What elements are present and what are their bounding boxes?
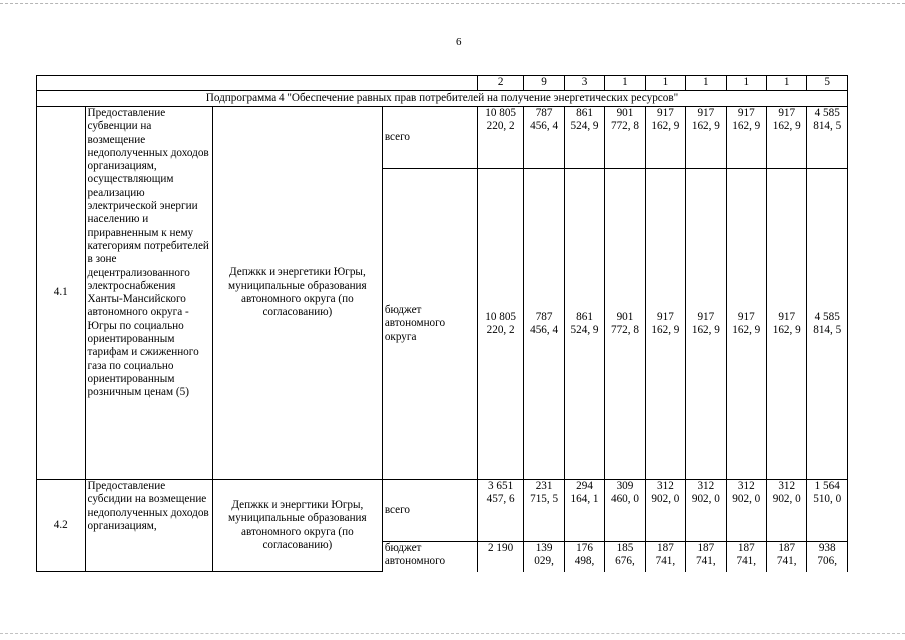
measure-name: Предоставление субвенции на возмещение недополученных доходов организациям, осуществляющим реализацию электрической энергии населению и приравненным к нему категориям потребителей в зоне децентрализованного электроснабжения Ханты-Мансийского автономного округа - Югры по социально ориентированным тарифам и сжиженного газа по социально ориентированным розничным ценам (5): [85, 107, 212, 480]
row-number: 4.2: [37, 480, 86, 572]
header-row: [37, 76, 848, 91]
subprogram-title: Подпрограмма 4 "Обеспечение равных прав потребителей на получение энергетических ресурсов": [37, 91, 848, 107]
amount-cell: 312 902, 0: [767, 480, 807, 542]
amount-cell: 861 524, 9: [564, 169, 604, 480]
amount-cell: 294 164, 1: [564, 480, 604, 542]
header-cell: 3: [564, 76, 604, 91]
amount-cell: 312 902, 0: [686, 480, 726, 542]
funding-source: всего: [382, 107, 477, 169]
header-cell: 9: [524, 76, 564, 91]
funding-source: бюджет автономного округа: [382, 169, 477, 480]
amount-cell: 187 741,: [767, 542, 807, 572]
amount-cell: 787 456, 4: [524, 107, 564, 169]
header-cell: 1: [767, 76, 807, 91]
subprogram-row: [37, 91, 848, 107]
amount-cell: 10 805 220, 2: [477, 107, 524, 169]
amount-cell: 1 564 510, 0: [807, 480, 848, 542]
amount-cell: 312 902, 0: [645, 480, 685, 542]
header-cell: 1: [605, 76, 645, 91]
amount-cell: 139 029,: [524, 542, 564, 572]
scan-edge-top: [0, 3, 905, 4]
header-cell: 2: [477, 76, 524, 91]
header-cell: 1: [645, 76, 685, 91]
amount-cell: 187 741,: [726, 542, 766, 572]
amount-cell: 10 805 220, 2: [477, 169, 524, 480]
page-number: 6: [456, 36, 462, 48]
amount-cell: 917 162, 9: [726, 107, 766, 169]
funding-source: всего: [382, 480, 477, 542]
amount-cell: 917 162, 9: [726, 169, 766, 480]
amount-cell: 901 772, 8: [605, 107, 645, 169]
measure-name: Предоставление субсидии на возмещение недополученных доходов организациям,: [85, 480, 212, 572]
amount-cell: 185 676,: [605, 542, 645, 572]
amount-cell: 861 524, 9: [564, 107, 604, 169]
row-number: 4.1: [37, 107, 86, 480]
header-cell: 5: [807, 76, 848, 91]
amount-cell: 4 585 814, 5: [807, 169, 848, 480]
amount-cell: 787 456, 4: [524, 169, 564, 480]
amount-cell: 187 741,: [645, 542, 685, 572]
header-cell: 1: [686, 76, 726, 91]
header-cell: 1: [726, 76, 766, 91]
amount-cell: 4 585 814, 5: [807, 107, 848, 169]
executor-cell: Депжкк и энергетики Югры, муниципальные образования автономного округа (по согласованию): [212, 107, 382, 480]
amount-cell: 917 162, 9: [767, 169, 807, 480]
amount-cell: 917 162, 9: [767, 107, 807, 169]
amount-cell: 2 190: [477, 542, 524, 572]
executor-cell: Депжкк и энергтики Югры, муниципальные образования автономного округа (по согласованию): [212, 480, 382, 572]
amount-cell: 917 162, 9: [645, 107, 685, 169]
funding-source: бюджет автономного: [382, 542, 477, 572]
amount-cell: 3 651 457, 6: [477, 480, 524, 542]
amount-cell: 917 162, 9: [645, 169, 685, 480]
amount-cell: 309 460, 0: [605, 480, 645, 542]
amount-cell: 176 498,: [564, 542, 604, 572]
amount-cell: 231 715, 5: [524, 480, 564, 542]
amount-cell: 187 741,: [686, 542, 726, 572]
amount-cell: 917 162, 9: [686, 107, 726, 169]
table-row: [37, 480, 848, 542]
amount-cell: 312 902, 0: [726, 480, 766, 542]
program-table: [36, 75, 848, 572]
scan-edge-bottom: [0, 633, 905, 634]
amount-cell: 917 162, 9: [686, 169, 726, 480]
amount-cell: 901 772, 8: [605, 169, 645, 480]
header-blank-cell: [37, 76, 478, 91]
amount-cell: 938 706,: [807, 542, 848, 572]
table-row: [37, 107, 848, 169]
